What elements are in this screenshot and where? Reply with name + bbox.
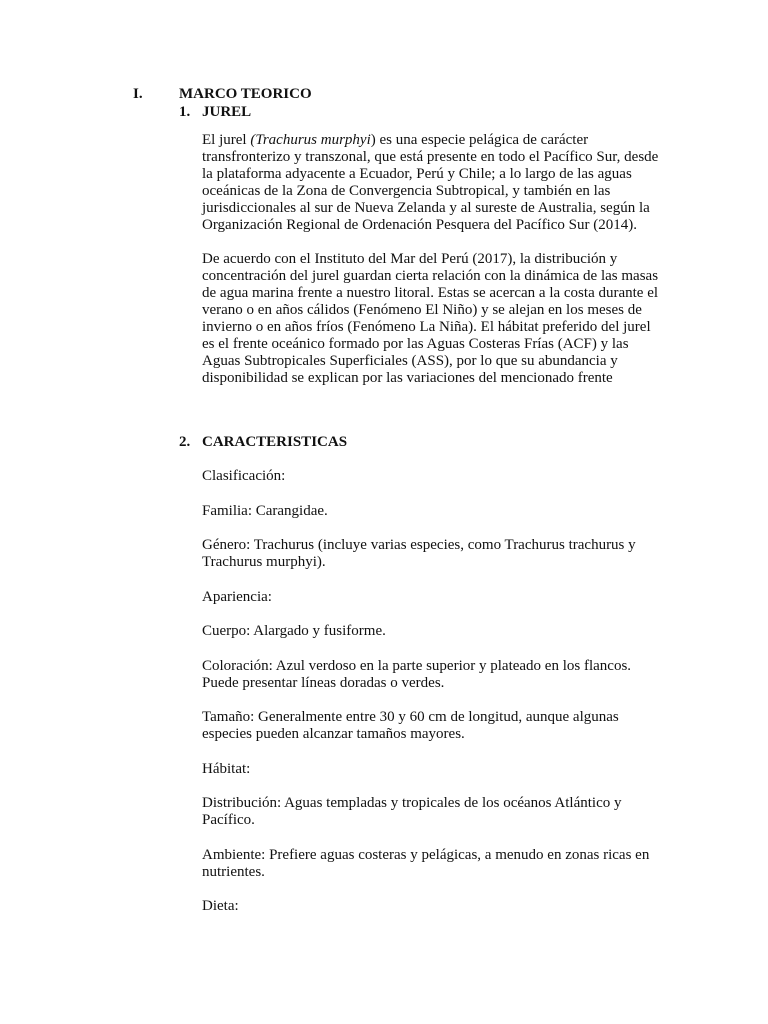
jurel-body [202, 132, 662, 387]
paragraph-text: ) es una especie pelágica de carácter transfronterizo y transzonal, que está presente en todo el Pacífico Sur, desde la plataforma adyacente a Ecuador, Perú y Chile; a lo largo de las aguas oceánicas de la Zona de Convergencia Subtropical, y también en las jurisdiccionales al sur de Nueva Zelanda y al sureste de Australia, según la Organización Regional de Ordenación Pesquera del Pacífico Sur (2014). [202, 132, 659, 233]
list-item: Dieta: [202, 898, 239, 914]
list-item: Tamaño: Generalmente entre 30 y 60 cm de longitud, aunque algunas especies pueden alcanzar tamaños mayores. [202, 709, 619, 742]
subheading-title: JUREL [202, 104, 252, 120]
subheading-number: 1. [179, 104, 191, 120]
list-item: Género: Trachurus (incluye varias especies, como Trachurus trachurus y Trachurus murphyi). [202, 537, 636, 570]
subheading-caracteristicas [179, 434, 399, 451]
list-item: Apariencia: [202, 588, 272, 605]
list-item: Clasificación: [202, 468, 286, 484]
list-item: Distribución: Aguas templadas y tropicales de los océanos Atlántico y Pacífico. [202, 795, 622, 828]
list-item: Coloración: Azul verdoso en la parte superior y plateado en los flancos. Puede presentar líneas doradas o verdes. [202, 657, 632, 691]
list-item: Cuerpo: Alargado y fusiforme. [202, 623, 386, 639]
list-item: Familia: Carangidae. [202, 502, 328, 519]
section-numeral: I. [133, 86, 143, 102]
list-item: Hábitat: [202, 760, 251, 777]
paragraph-text: El jurel [202, 132, 251, 148]
list-item: Ambiente: Prefiere aguas costeras y pelágicas, a menudo en zonas ricas en nutrientes. [202, 846, 650, 880]
scientific-name: (Trachurus murphyi [250, 132, 371, 148]
section-title: MARCO TEORICO [179, 86, 312, 102]
subheading-title: CARACTERISTICAS [202, 434, 348, 450]
characteristics-list [202, 468, 662, 915]
subheading-jurel [179, 104, 299, 121]
paragraph-distribution [202, 132, 662, 234]
section-heading [133, 86, 333, 103]
subheading-number: 2. [179, 434, 191, 450]
paragraph-imarpe: De acuerdo con el Instituto del Mar del Perú (2017), la distribución y concentración del jurel guardan cierta relación con la dinámica de las masas de agua marina frente a nuestro litoral. Estas se acercan a la costa durante el verano o en años cálidos (Fenómeno El Niño) y se alejan en los meses de invierno o en años fríos (Fenómeno La Niña). El hábitat preferido del jurel es el frente oceánico formado por las Aguas Costeras Frías (ACF) y las Aguas Subtropicales Superficiales (ASS), por lo que su abundancia y disponibilidad se explican por las variaciones del mencionado frente [202, 251, 659, 386]
